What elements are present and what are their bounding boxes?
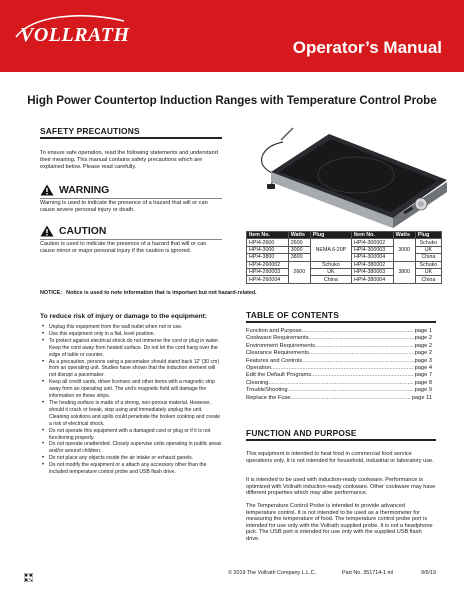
toc-heading-rule (246, 321, 436, 323)
list-item: • Use this equipment only in a flat, level position. (40, 331, 222, 338)
function-paragraph: The Temperature Control Probe is intended to provide advanced temperature control. It is not intended to be used as a thermometer for measuring the temperature of food. The temperature control probe port is intended for use only with the Vollrath supplied probe. It is not a headphone jack. The USB port is intended for use only with the supplied USB flash drive. (246, 503, 433, 542)
col-header: Plug (310, 232, 351, 239)
table-header-row (247, 232, 442, 239)
toc-entry-page: page 8 (414, 379, 432, 386)
table-cell: HPI4-2600 (247, 239, 289, 246)
toc-entry-page: page 3 (414, 357, 432, 364)
function-heading-rule (246, 439, 436, 441)
notice-text: Notice is used to note information that is important but not hazard-related. (66, 290, 257, 296)
toc-entry-page: page 2 (414, 335, 432, 342)
table-row (247, 261, 442, 268)
toc-entry-title: Clearance Requirements (246, 350, 309, 357)
list-item: • Do not place any objects inside the air intake or exhaust panels. (40, 455, 222, 462)
notice-block (40, 290, 257, 297)
list-item: • Do not operate unattended. Closely supervise units operating in public areas and/or around children. (40, 441, 222, 455)
footer-date: 9/6/19 (421, 570, 436, 576)
caution-rule (40, 239, 222, 240)
table-cell: HPI4-300002 (351, 239, 393, 246)
col-header: Plug (415, 232, 441, 239)
document-title: High Power Countertop Induction Ranges with Temperature Control Probe (27, 94, 437, 107)
warning-triangle-icon (40, 184, 54, 196)
toc-entry-page: page 9 (414, 387, 432, 394)
table-cell: HPI4-300003 (351, 246, 393, 253)
table-cell: HPI4-380003 (351, 268, 393, 275)
toc-entry[interactable] (246, 387, 432, 394)
table-cell: HPI4-380002 (351, 261, 393, 268)
list-item: • As a precaution, persons using a pacemaker should stand back 12' (30 cm) from an operating unit. Studies have shown that the induction element will not disrupt a pacemaker. (40, 359, 222, 380)
list-item: • The heating surface is made of a strong, non-porous material. However, should it crack or break, stop using and immediately unplug the unit. Cleaning solutions and spills could penetrate the broken cooktop and create a risk of electrical shock. (40, 400, 222, 428)
table-cell: 3000 (288, 246, 310, 253)
table-of-contents (246, 328, 432, 402)
col-header: Watts (393, 232, 415, 239)
toc-entry[interactable] (246, 343, 432, 350)
model-table (246, 231, 442, 284)
table-cell: 2600 (288, 261, 310, 283)
toc-entry-title: Cleaning (246, 379, 269, 386)
table-cell: NEMA 6-20P (310, 239, 351, 261)
table-cell: HPI4-260003 (247, 268, 289, 275)
toc-entry[interactable] (246, 328, 432, 335)
col-header: Watts (288, 232, 310, 239)
table-cell: HPI4-260002 (247, 261, 289, 268)
notice-label: NOTICE: (40, 290, 63, 296)
table-cell: Schuko (310, 261, 351, 268)
table-cell: HPI4-300004 (351, 254, 393, 261)
table-cell: UK (415, 246, 441, 253)
table-cell: HPI4-3000 (247, 246, 289, 253)
toc-entry-page: page 11 (411, 394, 432, 401)
toc-entry-title: Operation (246, 365, 271, 372)
toc-entry-page: page 1 (414, 328, 432, 334)
col-header: Item No. (351, 232, 393, 239)
list-item: • Keep all credit cards, driver licenses and other items with a magnetic strip away from an operating unit. The unit's magnetic field will damage the information on these strips. (40, 379, 222, 400)
function-paragraph: It is intended to be used with induction-ready cookware. Performance is optimized with Vollrath induction-ready cookware. Other cookware may have different properties which may alter performance. (246, 477, 436, 497)
toc-entry-page: page 2 (414, 350, 432, 357)
toc-entry-title: Features and Controls (246, 357, 303, 364)
table-cell: Schuko (415, 239, 441, 246)
toc-entry[interactable] (246, 335, 432, 342)
caution-label: CAUTION (59, 225, 107, 237)
toc-entry[interactable] (246, 380, 432, 387)
col-header: Item No. (247, 232, 289, 239)
induction-range-illustration (243, 120, 451, 228)
toc-entry[interactable] (246, 372, 432, 379)
table-cell: HPI4-380004 (351, 276, 393, 283)
table-cell: China (415, 276, 441, 283)
function-heading: FUNCTION AND PURPOSE (246, 428, 357, 438)
caution-header (40, 225, 106, 237)
safety-intro: To ensure safe operation, read the following statements and understand their meaning. This manual contains safety precautions which are explained below. Please read carefully. (40, 150, 218, 170)
toc-heading: TABLE OF CONTENTS (246, 310, 340, 320)
warning-text: Warning is used to indicate the presence of a hazard that will or can cause severe personal injury or death. (40, 200, 208, 213)
toc-entry[interactable] (246, 358, 432, 365)
table-cell: 3800 (393, 261, 415, 283)
list-item: • Unplug this equipment from the wall outlet when not in use. (40, 324, 222, 331)
table-cell: 2600 (288, 239, 310, 246)
toc-entry-title: Edit the Default Programs (246, 372, 312, 379)
warning-header (40, 184, 109, 196)
qr-code-icon (24, 573, 33, 582)
table-row (247, 239, 442, 246)
header-banner (0, 0, 464, 72)
toc-entry-title: Cookware Requirements (246, 335, 309, 342)
toc-entry-page: page 7 (414, 372, 432, 379)
list-item: • To protect against electrical shock do not immerse the cord or plug in water. Keep the cord away from heated surface. Do not let the cord hang over the edge of table or counter. (40, 338, 222, 359)
warning-label: WARNING (59, 184, 110, 196)
caution-text: Caution is used to indicate the presence of a hazard that will or can cause minor or major personal injury if the caution is ignored. (40, 241, 207, 254)
logo-text: VOLLRATH (20, 24, 130, 46)
manual-title: Operator’s Manual (292, 38, 442, 57)
table-cell: UK (310, 268, 351, 275)
list-item: • Do not operate this equipment with a damaged cord or plug or if it is not functioning properly. (40, 428, 222, 442)
footer-copyright: © 2019 The Vollrath Company L.L.C. (228, 570, 317, 576)
table-cell: 3800 (288, 254, 310, 261)
toc-entry-title: Replace the Fuse (246, 394, 291, 401)
injury-heading: To reduce risk of injury or damage to the equipment: (40, 313, 208, 320)
toc-entry[interactable] (246, 395, 432, 402)
injury-bullet-list (40, 324, 222, 476)
table-cell: Schuko (415, 261, 441, 268)
toc-entry-title: Environment Requirements (246, 342, 315, 349)
toc-entry[interactable] (246, 350, 432, 357)
list-item: • Do not modify the equipment or a attach any accessory other than the included temperature control probe and USB flash drive. (40, 462, 222, 476)
footer-part-number: Part No. 351714-1 ml (342, 570, 394, 576)
safety-heading: SAFETY PRECAUTIONS (40, 126, 140, 136)
caution-triangle-icon (40, 225, 54, 237)
warning-rule (40, 198, 222, 199)
safety-heading-rule (40, 137, 222, 139)
toc-entry-page: page 4 (414, 365, 432, 372)
table-cell: HPI4-260004 (247, 276, 289, 283)
table-cell: HPI4-3800 (247, 254, 289, 261)
toc-entry-title: TroubleShooting (246, 387, 288, 394)
toc-entry-page: page 2 (414, 342, 432, 349)
toc-entry[interactable] (246, 365, 432, 372)
function-paragraph: This equipment is intended to heat food in commercial food service operations only. It is not intended for household, industrial or laboratory use. (246, 451, 434, 464)
table-cell: China (310, 276, 351, 283)
table-cell: China (415, 254, 441, 261)
toc-entry-title: Function and Purpose (246, 328, 302, 334)
table-cell: 3000 (393, 239, 415, 261)
table-cell: UK (415, 268, 441, 275)
